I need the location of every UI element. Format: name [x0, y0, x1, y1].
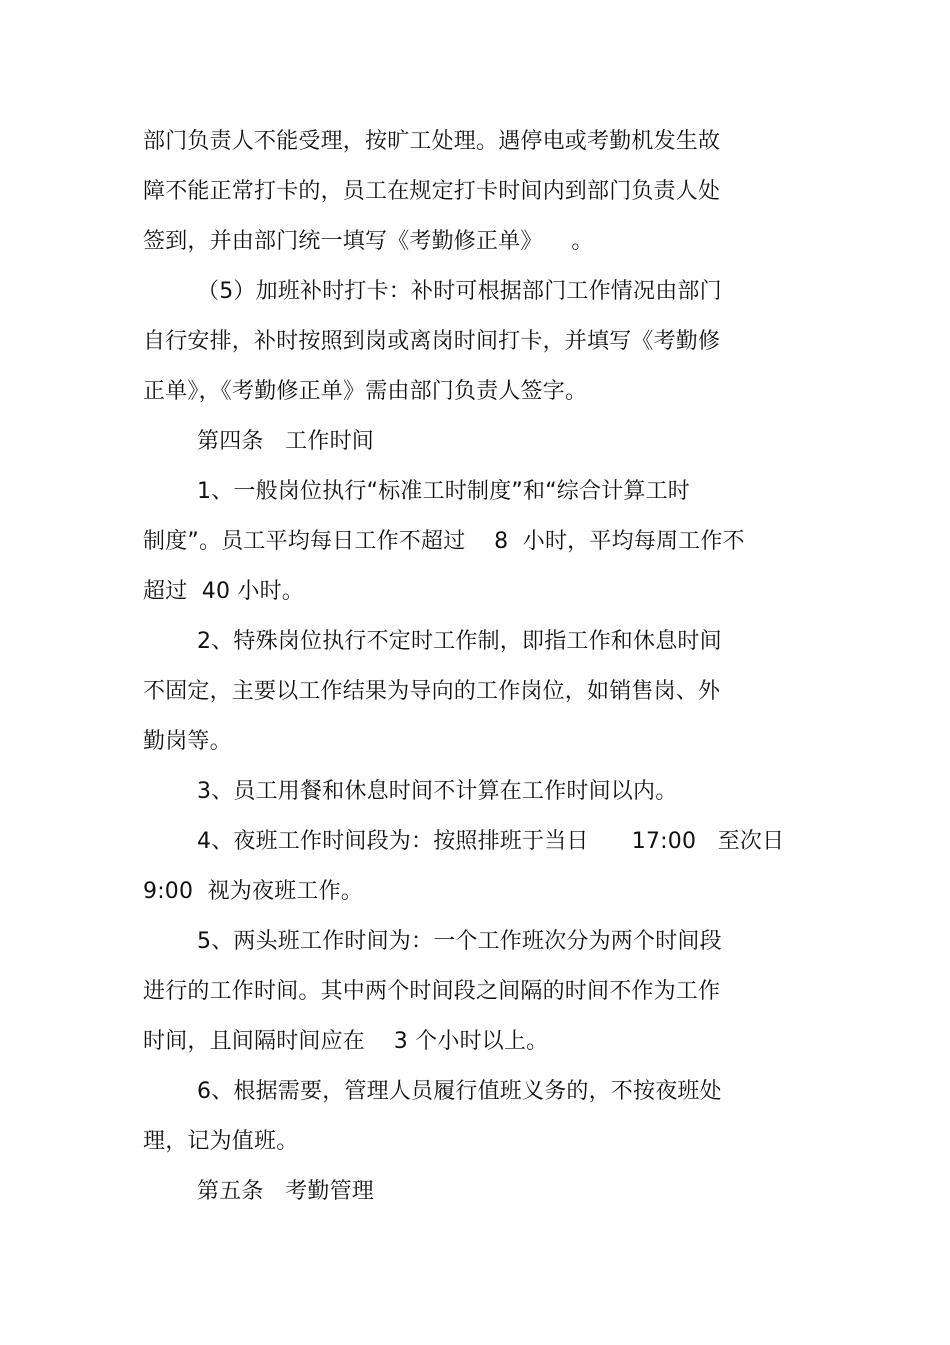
paragraph-line: 签到，并由部门统一填写《考勤修正单》 。 [143, 229, 594, 254]
paragraph-line: （5）加班补时打卡：补时可根据部门工作情况由部门 [197, 279, 722, 304]
paragraph-line: 部门负责人不能受理，按旷工处理。遇停电或考勤机发生故 [143, 129, 721, 154]
paragraph-line: 进行的工作时间。其中两个时间段之间隔的时间不作为工作 [143, 979, 721, 1004]
paragraph-line: 6、根据需要，管理人员履行值班义务的，不按夜班处 [197, 1079, 722, 1104]
paragraph-line: 障不能正常打卡的，员工在规定打卡时间内到部门负责人处 [143, 179, 721, 204]
paragraph-line: 制度”。员工平均每日工作不超过 8 小时，平均每周工作不 [143, 529, 745, 554]
paragraph-line: 理，记为值班。 [143, 1129, 299, 1154]
paragraph-line: 正单》，《考勤修正单》需由部门负责人签字。 [143, 379, 588, 404]
paragraph-line: 2、特殊岗位执行不定时工作制，即指工作和休息时间 [197, 629, 722, 654]
paragraph-line: 5、两头班工作时间为：一个工作班次分为两个时间段 [197, 929, 722, 954]
paragraph-line: 3、员工用餐和休息时间不计算在工作时间以内。 [197, 779, 678, 804]
section-heading: 第五条 考勤管理 [197, 1179, 374, 1204]
paragraph-line: 9:00 视为夜班工作。 [143, 879, 363, 904]
paragraph-line: 4、夜班工作时间段为：按照排班于当日 17:00 至次日 [197, 829, 785, 854]
paragraph-line: 自行安排，补时按照到岗或离岗时间打卡，并填写《考勤修 [143, 329, 721, 354]
paragraph-line: 超过 40 小时。 [143, 579, 304, 604]
paragraph-line: 不固定，主要以工作结果为导向的工作岗位，如销售岗、外 [143, 679, 721, 704]
paragraph-line: 1、一般岗位执行“标准工时制度”和“综合计算工时 [197, 479, 690, 504]
paragraph-line: 勤岗等。 [143, 729, 232, 754]
section-heading: 第四条 工作时间 [197, 429, 374, 454]
paragraph-line: 时间，且间隔时间应在 3 个小时以上。 [143, 1029, 549, 1054]
